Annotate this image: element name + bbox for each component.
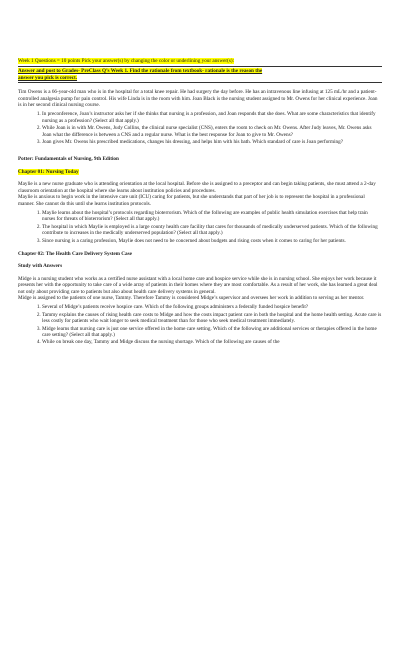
chapter2-paragraph-1: Midge is a nursing student who works as a certified nurse assistant with a local home care and hospice service while she is in nursing school. She enjoys her work because it presents her with the opportunity to take care of a wide array of patients in their homes where they are most comfortable. As a result of her work, she has learned a great deal not only about providing care to patients but also about health care delivery systems in general. xyxy=(18,275,378,295)
case1-question-1: 1. In preconference, Joan’s instructor asks her if she thinks that nursing is a profession, and Joan responds that she does. What are some characteristics that identify nursing as a profession? (Select all that apply.) xyxy=(42,111,382,124)
box-line-2-text: answer you pick is correct. xyxy=(18,74,78,81)
chapter2-subtitle: Study with Answers xyxy=(18,263,63,270)
instruction-box xyxy=(18,66,382,83)
chapter1-question-3: 3. Since nursing is a caring profession, Maylie does not need to be concerned about budgets and rising costs when it comes to caring for her patients. xyxy=(42,238,382,244)
chapter2-paragraph-2: Midge is assigned to the patients of one nurse, Tammy. Therefore Tammy is considered Midge’s supervisor and oversees her work in addition to serving as her mentor. xyxy=(18,294,365,301)
case1-question-2: 2. While Joan is in with Mr. Owens, Judy Collins, the clinical nurse specialist (CNS), enters the room to check on Mr. Owens. After Judy leaves, Mr. Owens asks Joan what the difference is between a CNS and a regular nurse. What is the best response for Joan to give to Mr. Owens? xyxy=(42,125,382,138)
case1-question-3: 3. Joan gives Mr. Owens his prescribed medications, changes his dressing, and helps him with his bath. Which standard of care is Joan performing? xyxy=(42,139,382,145)
instruction-line xyxy=(18,58,382,64)
chapter1-paragraph-2: Maylie is anxious to begin work in the intensive care unit (ICU) caring for patients, but she understands that part of her job is to represent the hospital in a professional manner. She cannot do this until she learns institution protocols. xyxy=(18,194,365,207)
chapter1-question-2: 2. The hospital in which Maylie is employed is a large county health care facility that cares for thousands of medically underserved patients. Which of the following contribute to increases in the medically underserved population? (Select all that apply.) xyxy=(42,224,382,237)
chapter1-paragraph-1: Maylie is a new nurse graduate who is attending orientation at the local hospital. Before she is assigned to a preceptor and can begin taking patients, she must attend a 2-day classroom orientation at the hospital where she learns about institution policies and procedures. xyxy=(18,181,376,194)
chapter2-question-3: 3. Midge learns that nursing care is just one service offered in the home care setting. Which of the following are additional services or therapies offered in the home care setting? (Select all that apply.) xyxy=(42,326,382,339)
chapter1-title: Chapter 01: Nursing Today xyxy=(18,168,79,175)
chapter2-question-4: 4. While on break one day, Tammy and Midge discuss the nursing shortage. Which of the following are causes of the xyxy=(42,339,382,345)
document-page xyxy=(0,58,400,658)
chapter1-question-1: 1. Maylie learns about the hospital’s protocols regarding bioterrorism. Which of the following are examples of public health simulation exercises that help train nurses for threats of bioterrorism? (Select all that apply.) xyxy=(42,210,382,223)
chapter2-title: Chapter 02: The Health Care Delivery System Case xyxy=(18,250,132,257)
instruction-text: Week 1 Questions = 10 points Pick your answer(s) by changing the color or underlining your answer(s): xyxy=(18,58,235,64)
chapter2-question-2: 2. Tammy explains the causes of rising health care costs to Midge and how the costs impact patient care in both the hospital and the home health setting. Acute care is less costly for patients who wait longer to seek medical treatment than for those who seek medical treatment immediately. xyxy=(42,312,382,325)
chapter2-question-list xyxy=(18,304,382,345)
box-line-2 xyxy=(18,75,382,81)
case1-question-list xyxy=(18,111,382,145)
chapter2-question-1: 1. Several of Midge’s patients receive hospice care. Which of the following groups administers a federally funded hospice benefit? xyxy=(42,304,382,310)
box-line-1-text: Answer and post to Grades- PreClass Q’s Week 1. Find the rationale from textbook- rationale is the reason the xyxy=(18,68,263,75)
case1-paragraph: Tim Owens is a 66-year-old man who is in the hospital for a total knee repair. He had surgery the day before. He has an intravenous line infusing at 125 mL/hr and a patient-controlled analgesia pump for pain control. His wife Linda is in the room with him. Joan Black is the nursing student assigned to Mr. Owens for her clinical experience. Joan is in her second clinical nursing course. xyxy=(18,89,378,109)
book-title: Potter: Fundamentals of Nursing, 9th Edition xyxy=(18,156,119,163)
chapter1-question-list xyxy=(18,210,382,244)
